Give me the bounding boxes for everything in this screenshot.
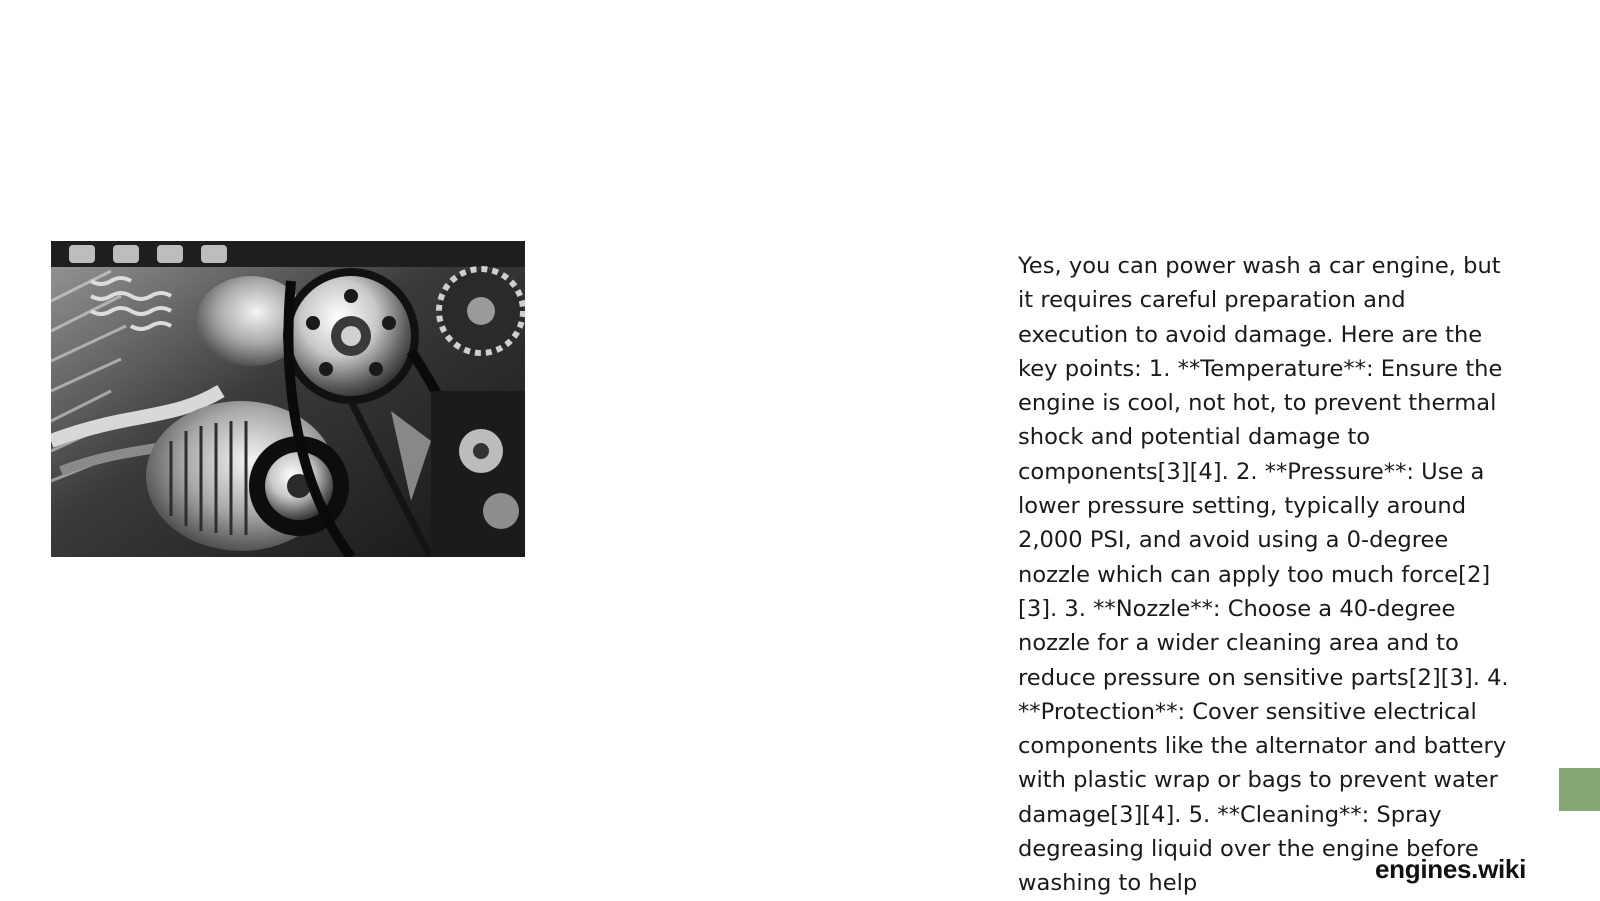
site-brand-label: engines.wiki xyxy=(1375,854,1527,884)
accent-tab xyxy=(1559,768,1600,811)
engine-photo-illustration xyxy=(51,241,525,557)
engine-photo xyxy=(51,241,525,557)
article-text: Yes, you can power wash a car engine, but it requires careful preparation and execution to avoid damage. Here are the key points: 1. **Temperature**: Ensure the engine is cool, not hot, to prevent thermal shock and potential damage to components[3][4]. 2. **Pressure**: Use a lower pressure setting, typically around 2,000 PSI, and avoid using a 0-degree nozzle which can apply too much force[2][3]. 3. **Nozzle**: Choose a 40-degree nozzle for a wider cleaning area and to reduce pressure on sensitive parts[2][3]. 4. **Protection**: Cover sensitive electrical components like the alternator and battery with plastic wrap or bags to prevent water damage[3][4]. 5. **Cleaning**: Spray degreasing liquid over the engine before washing to help xyxy=(1018,253,1509,897)
